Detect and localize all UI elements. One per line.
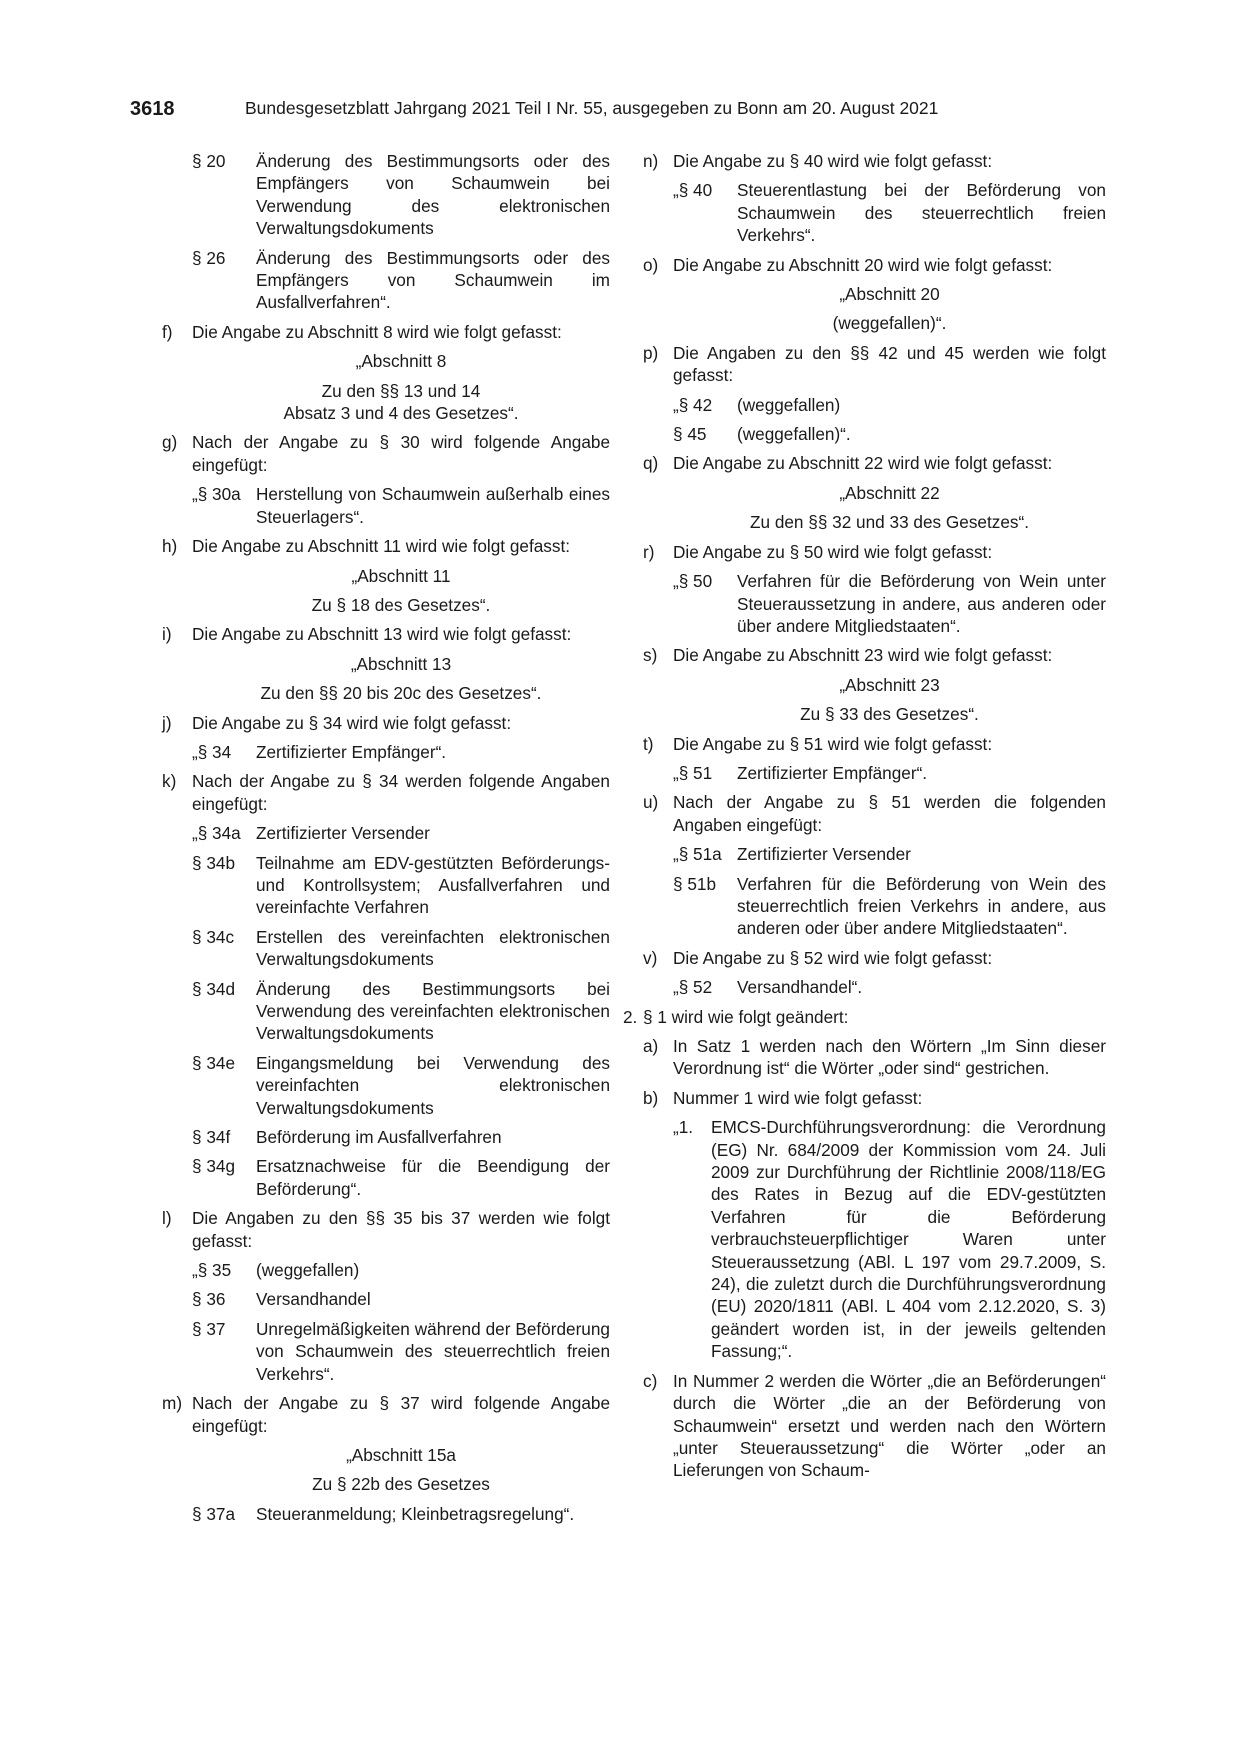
- toc-entry: [192, 926, 610, 971]
- entry-text: Änderung des Bestimmungsorts bei Verwendung des vereinfachten elektronischen Verwaltungsdokuments: [256, 978, 610, 1044]
- item-label: 2.: [623, 1006, 638, 1027]
- item-text: Die Angabe zu § 50 wird wie folgt gefasst:: [673, 541, 993, 562]
- entry-number: „§ 35: [192, 1260, 232, 1281]
- entry-text: Beförderung im Ausfallverfahren: [256, 1127, 502, 1148]
- entry-number: „1.: [673, 1117, 694, 1138]
- centered-heading: Zu den §§ 13 und 14: [321, 380, 481, 401]
- centered-heading: Zu § 33 des Gesetzes“.: [800, 704, 979, 725]
- item-text: Die Angabe zu § 52 wird wie folgt gefasst:: [673, 947, 993, 968]
- entry-text: Versandhandel“.: [737, 977, 863, 998]
- entry-number: § 34c: [192, 926, 235, 947]
- toc-entry: [192, 247, 610, 314]
- centered-heading: Absatz 3 und 4 des Gesetzes“.: [283, 403, 519, 424]
- centered-heading: Zu § 18 des Gesetzes“.: [311, 594, 491, 615]
- toc-entry: [192, 150, 610, 240]
- entry-number: § 36: [192, 1289, 226, 1310]
- item-label: p): [643, 342, 659, 363]
- item-label: l): [162, 1208, 172, 1229]
- entry-text: Zertifizierter Versender: [737, 844, 911, 865]
- toc-entry: [192, 1126, 610, 1148]
- numbered-entry: [673, 1116, 1106, 1362]
- centered-heading: „Abschnitt 13: [350, 653, 452, 674]
- entry-text: Änderung des Bestimmungsorts oder des Empfängers von Schaumwein bei Verwendung des elektronischen Verwaltungsdokuments: [256, 151, 610, 239]
- list-item-g: [162, 431, 610, 476]
- centered-heading: „Abschnitt 22: [839, 482, 940, 503]
- centered-heading: „Abschnitt 23: [839, 674, 940, 695]
- list-item-o: [643, 254, 1106, 276]
- item-label: o): [643, 254, 659, 275]
- list-item-h: [162, 535, 610, 557]
- entry-text: Erstellen des vereinfachten elektronischen Verwaltungsdokuments: [256, 926, 610, 970]
- entry-number: § 20: [192, 151, 226, 171]
- item-label: i): [162, 624, 172, 645]
- item-text: In Satz 1 werden nach den Wörtern „Im Sinn dieser Verordnung ist“ die Wörter „oder sind“ gestrichen.: [673, 1036, 1106, 1079]
- list-item-n: [643, 150, 1106, 172]
- item-label: g): [162, 432, 178, 453]
- entry-number: „§ 34a: [192, 823, 241, 844]
- entry-number: „§ 52: [673, 977, 713, 998]
- item-label: q): [643, 453, 659, 474]
- entry-text: Verfahren für die Beförderung von Wein des steuerrechtlich freien Verkehrs in andere, aus anderen oder über andere Mitgliedstaaten“.: [737, 873, 1106, 939]
- entry-number: § 34b: [192, 852, 236, 873]
- item-text: Die Angaben zu den §§ 42 und 45 werden wie folgt gefasst:: [673, 342, 1106, 386]
- list-item-m: [162, 1392, 610, 1437]
- entry-number: „§ 51a: [673, 844, 722, 865]
- list-item-i: [162, 623, 610, 645]
- toc-entry: [192, 978, 610, 1045]
- item-text: Die Angabe zu Abschnitt 11 wird wie folgt gefasst:: [192, 536, 571, 557]
- entry-text: (weggefallen): [737, 394, 841, 415]
- list-item-j: [162, 712, 610, 734]
- entry-text: Herstellung von Schaumwein außerhalb eines Steuerlagers“.: [256, 484, 610, 527]
- toc-entry: [192, 741, 610, 763]
- item-label: v): [643, 947, 658, 968]
- item-label: j): [162, 712, 172, 733]
- list-item-p: [643, 342, 1106, 387]
- item-text: Die Angabe zu Abschnitt 20 wird wie folgt gefasst:: [673, 254, 1053, 275]
- entry-text: Änderung des Bestimmungsorts oder des Empfängers von Schaumwein im Ausfallverfahren“.: [256, 247, 610, 313]
- item-text: Die Angabe zu § 51 wird wie folgt gefasst:: [673, 733, 993, 754]
- toc-entry: [673, 423, 1106, 445]
- item-label: c): [643, 1370, 658, 1391]
- list-item-2: [623, 1006, 1106, 1028]
- item-text: Die Angabe zu Abschnitt 22 wird wie folgt gefasst:: [673, 453, 1053, 474]
- page-header: [130, 98, 1120, 128]
- toc-entry: [192, 1259, 610, 1281]
- list-item-s: [643, 644, 1106, 666]
- centered-heading: (weggefallen)“.: [832, 313, 947, 334]
- toc-entry: [673, 179, 1106, 246]
- entry-number: § 34g: [192, 1156, 236, 1177]
- item-label: m): [162, 1393, 183, 1414]
- list-item-r: [643, 541, 1106, 563]
- item-label: u): [643, 792, 659, 813]
- item-label: t): [643, 733, 654, 754]
- entry-text: Verfahren für die Beförderung von Wein unter Steueraussetzung in andere, aus anderen oder über andere Mitgliedstaaten“.: [737, 571, 1106, 636]
- item-text: § 1 wird wie folgt geändert:: [643, 1006, 849, 1027]
- toc-entry: [192, 1318, 610, 1385]
- list-item-a: [643, 1035, 1106, 1080]
- list-item-c: [643, 1370, 1106, 1482]
- entry-number: § 45: [673, 424, 707, 445]
- item-text: In Nummer 2 werden die Wörter „die an Beförderungen“ durch die Wörter „die an der Beförderung von Schaumwein“ ersetzt und werden nach den Wörtern „unter Steueraussetzung“ die Wörter „oder an Lieferungen von Schaum-: [673, 1370, 1106, 1481]
- toc-entry: [192, 1052, 610, 1119]
- toc-entry: [673, 570, 1106, 637]
- toc-entry: [192, 483, 610, 528]
- toc-entry: [673, 762, 1106, 784]
- list-item-u: [643, 791, 1106, 836]
- centered-heading: „Abschnitt 11: [351, 565, 451, 586]
- item-label: f): [162, 321, 173, 342]
- list-item-l: [162, 1207, 610, 1252]
- item-label: n): [643, 151, 659, 171]
- centered-heading: Zu § 22b des Gesetzes: [312, 1474, 490, 1495]
- list-item-k: [162, 770, 610, 815]
- right-column: [623, 150, 1106, 1489]
- running-head: Bundesgesetzblatt Jahrgang 2021 Teil I Nr. 55, ausgegeben zu Bonn am 20. August 2021: [245, 98, 939, 118]
- toc-entry: [673, 394, 1106, 416]
- entry-text: Ersatznachweise für die Beendigung der Beförderung“.: [256, 1156, 610, 1199]
- centered-heading: „Abschnitt 8: [355, 351, 447, 372]
- toc-entry: [673, 976, 1106, 998]
- entry-number: § 37a: [192, 1503, 236, 1524]
- item-text: Die Angabe zu Abschnitt 13 wird wie folgt gefasst:: [192, 624, 572, 645]
- toc-entry: [192, 822, 610, 844]
- entry-text: Zertifizierter Empfänger“.: [256, 741, 447, 762]
- entry-number: „§ 42: [673, 394, 713, 415]
- item-text: Nummer 1 wird wie folgt gefasst:: [673, 1087, 923, 1108]
- item-label: r): [643, 541, 655, 562]
- entry-text: (weggefallen)“.: [737, 424, 851, 445]
- list-item-v: [643, 947, 1106, 969]
- entry-number: „§ 40: [673, 180, 713, 201]
- entry-text: Steuerentlastung bei der Beförderung von Schaumwein des steuerrechtlich freien Verkehrs“.: [737, 180, 1106, 246]
- entry-text: Unregelmäßigkeiten während der Beförderung von Schaumwein des steuerrechtlich freien Verkehrs“.: [256, 1318, 610, 1384]
- entry-number: § 34d: [192, 978, 236, 999]
- page-number: 3618: [130, 98, 175, 120]
- item-text: Nach der Angabe zu § 51 werden die folgenden Angaben eingefügt:: [673, 792, 1106, 835]
- item-label: a): [643, 1036, 659, 1056]
- item-text: Die Angabe zu Abschnitt 23 wird wie folgt gefasst:: [673, 645, 1053, 666]
- item-text: Die Angaben zu den §§ 35 bis 37 werden wie folgt gefasst:: [192, 1208, 610, 1251]
- entry-number: § 26: [192, 247, 226, 268]
- entry-number: „§ 51: [673, 762, 713, 783]
- item-text: Die Angabe zu Abschnitt 8 wird wie folgt gefasst:: [192, 321, 562, 342]
- item-label: b): [643, 1087, 659, 1108]
- entry-text: EMCS-Durchführungsverordnung: die Verordnung (EG) Nr. 684/2009 der Kommission vom 24. Juli 2009 zur Durchführung der Richtlinie 2008/118/EG des Rates in Bezug auf die EDV-gestützten Verfahren für die Beförderung verbrauchsteuerpflichtiger Waren unter Steueraussetzung (ABl. L 197 vom 29.7.2009, S. 24), die zuletzt durch die Durchführungsverordnung (EU) 2020/1811 (ABl. L 404 vom 2.12.2020, S. 3) geändert worden ist, in der jeweils geltenden Fassung;“.: [711, 1117, 1106, 1362]
- entry-number: § 51b: [673, 873, 717, 894]
- entry-text: Zertifizierter Empfänger“.: [737, 762, 928, 783]
- centered-heading: Zu den §§ 20 bis 20c des Gesetzes“.: [260, 683, 542, 704]
- entry-text: Teilnahme am EDV-gestützten Beförderungs- und Kontrollsystem; Ausfallverfahren und vereinfachte Verfahren: [256, 852, 610, 918]
- entry-number: § 37: [192, 1318, 226, 1339]
- toc-entry: [192, 852, 610, 919]
- left-column: [162, 150, 610, 1532]
- toc-entry: [192, 1503, 610, 1525]
- toc-entry: [673, 873, 1106, 940]
- entry-number: § 34f: [192, 1127, 231, 1148]
- entry-text: Steueranmeldung; Kleinbetragsregelung“.: [256, 1503, 575, 1524]
- entry-number: § 34e: [192, 1052, 236, 1073]
- entry-text: Eingangsmeldung bei Verwendung des vereinfachten elektronischen Verwaltungsdokuments: [256, 1052, 610, 1118]
- entry-number: „§ 34: [192, 741, 232, 762]
- item-text: Nach der Angabe zu § 30 wird folgende Angabe eingefügt:: [192, 432, 610, 475]
- toc-entry: [192, 1288, 610, 1310]
- toc-entry: [673, 843, 1106, 865]
- entry-text: Versandhandel: [256, 1289, 371, 1310]
- centered-heading: „Abschnitt 20: [839, 284, 940, 305]
- list-item-f: [162, 321, 610, 343]
- centered-heading: Zu den §§ 32 und 33 des Gesetzes“.: [749, 512, 1029, 533]
- item-text: Die Angabe zu § 34 wird wie folgt gefasst:: [192, 712, 512, 733]
- centered-heading: „Abschnitt 15a: [346, 1444, 456, 1465]
- toc-entry: [192, 1155, 610, 1200]
- entry-number: „§ 30a: [192, 484, 241, 505]
- item-text: Nach der Angabe zu § 37 wird folgende Angabe eingefügt:: [192, 1393, 610, 1436]
- entry-text: Zertifizierter Versender: [256, 823, 430, 844]
- list-item-b: [643, 1087, 1106, 1109]
- list-item-t: [643, 733, 1106, 755]
- item-label: s): [643, 645, 658, 666]
- item-text: Nach der Angabe zu § 34 werden folgende Angaben eingefügt:: [192, 771, 610, 814]
- entry-number: „§ 50: [673, 571, 713, 592]
- item-text: Die Angabe zu § 40 wird wie folgt gefasst:: [673, 151, 993, 171]
- entry-text: (weggefallen): [256, 1260, 360, 1281]
- item-label: h): [162, 536, 178, 557]
- item-label: k): [162, 771, 177, 792]
- list-item-q: [643, 452, 1106, 474]
